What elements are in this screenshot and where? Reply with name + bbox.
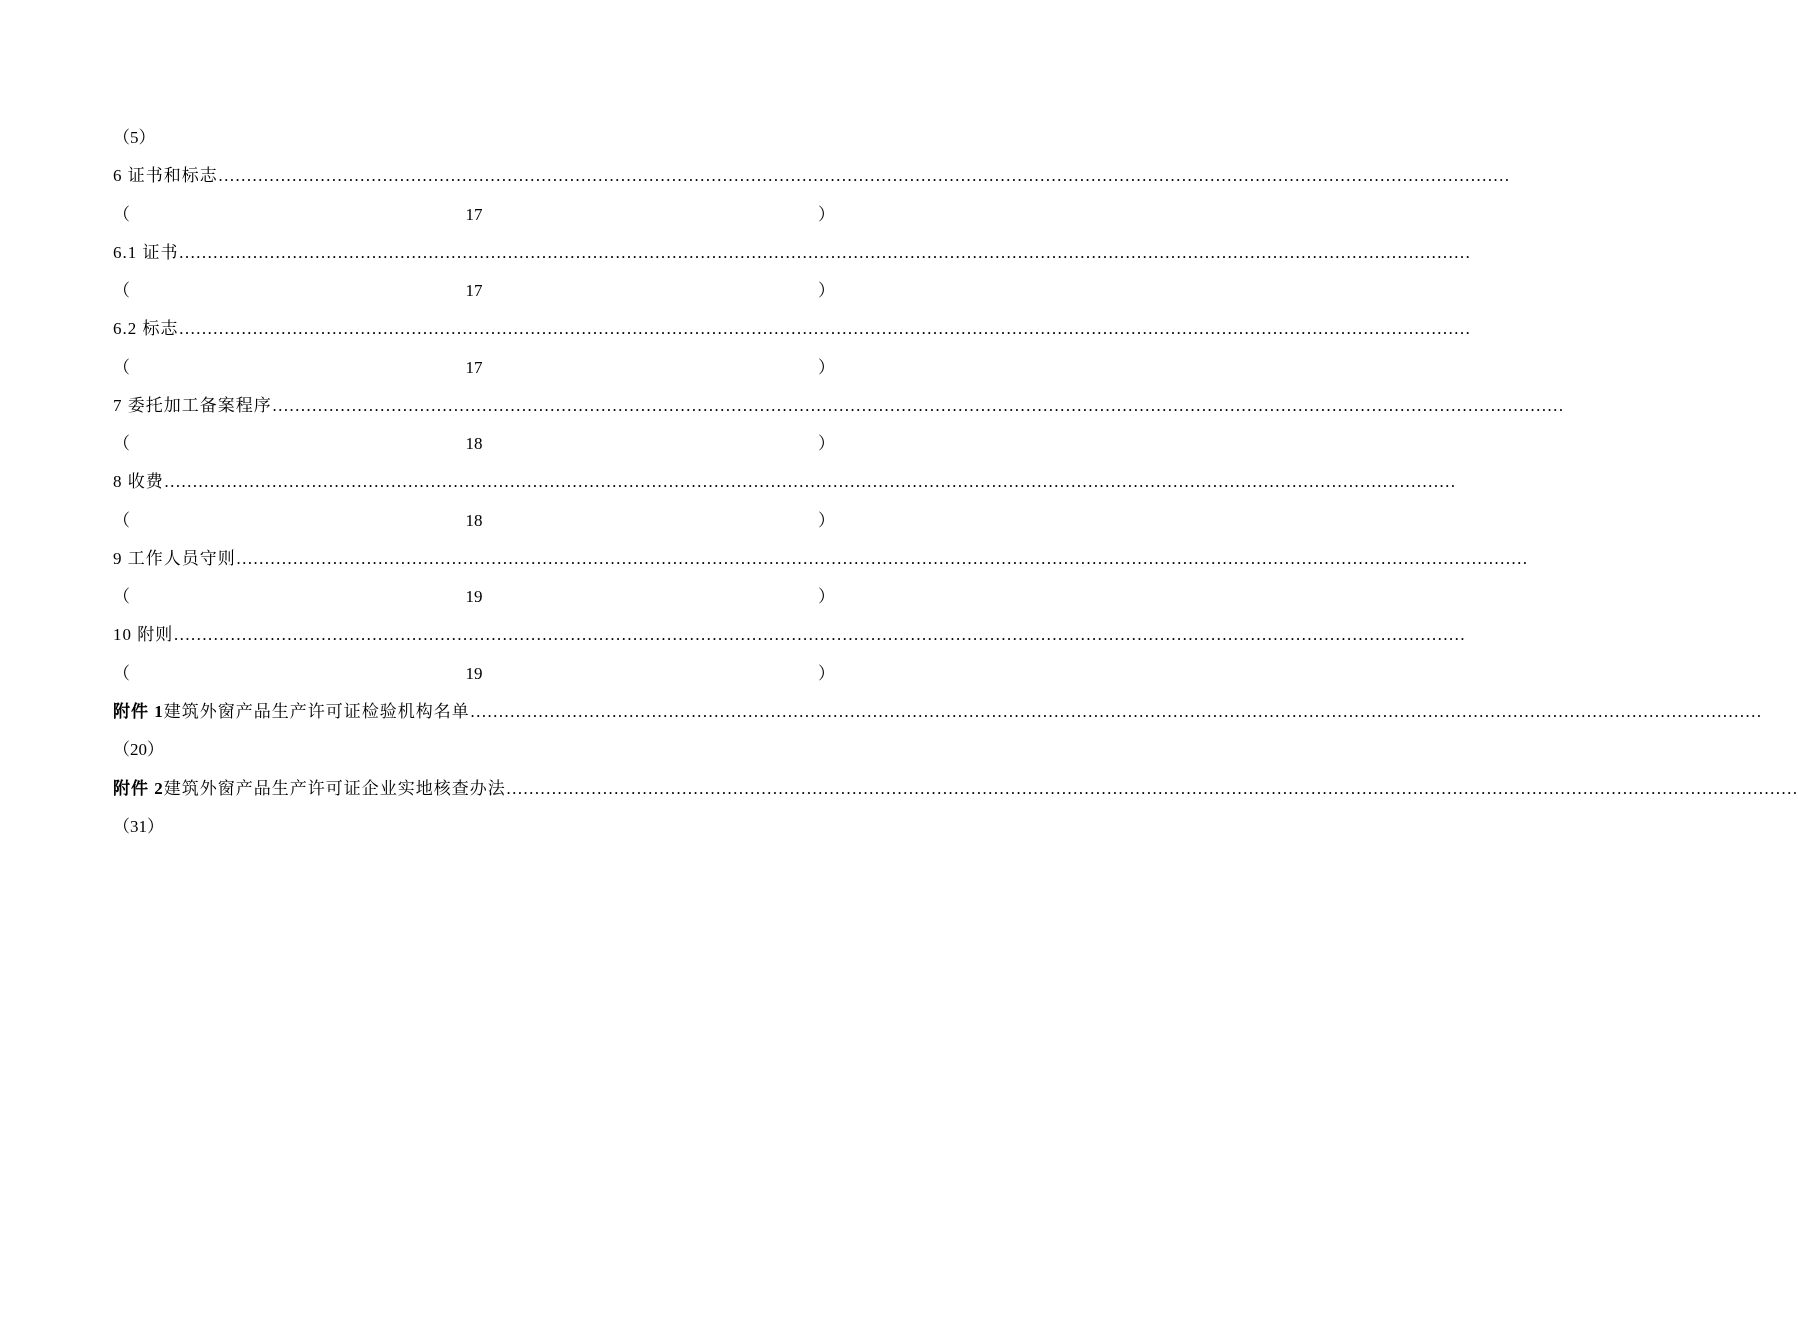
paren-close: ）	[818, 587, 835, 606]
paren-open: （	[113, 587, 130, 606]
paren-open: （	[113, 664, 130, 683]
paren-open: （	[113, 281, 130, 300]
appendix-label: 附件 2	[113, 779, 164, 798]
toc-entry-6	[113, 164, 1510, 188]
toc-leader-dots: …………………………………………………………………………………………………………………………………………………………………………………………………………	[469, 702, 1762, 721]
toc-page-number: （5）	[113, 128, 156, 147]
appendix-label: 附件 1	[113, 702, 164, 721]
toc-page-row	[113, 432, 835, 456]
toc-entry-title: 8 收费	[113, 472, 164, 491]
toc-page-number: 17	[465, 281, 483, 300]
toc-entry-6-2	[113, 317, 1471, 341]
toc-entry-title: 7 委托加工备案程序	[113, 396, 272, 415]
toc-leader-dots: …………………………………………………………………………………………………………………………………………………………………………………………………………	[217, 166, 1510, 185]
paren-open: （	[113, 205, 130, 224]
toc-page-number: 17	[465, 358, 483, 377]
paren-close: ）	[818, 511, 835, 530]
toc-page-number: 18	[465, 434, 483, 453]
toc-page-number: 18	[465, 511, 483, 530]
toc-page-row	[113, 356, 835, 380]
toc-page-row	[113, 509, 835, 533]
toc-page-number: （20）	[113, 740, 164, 759]
paren-open: （	[113, 434, 130, 453]
toc-page-number: 19	[465, 664, 483, 683]
toc-page-row	[113, 279, 835, 303]
toc-page-number: 17	[465, 205, 483, 224]
toc-page-number: （31）	[113, 817, 164, 836]
paren-close: ）	[818, 434, 835, 453]
paren-close: ）	[818, 281, 835, 300]
paren-close: ）	[818, 664, 835, 683]
toc-entry-title: 9 工作人员守则	[113, 549, 236, 568]
toc-appendix-1	[113, 700, 1762, 724]
toc-page-row	[113, 203, 835, 227]
toc-appendix-2	[113, 777, 1798, 801]
toc-entry-title: 建筑外窗产品生产许可证企业实地核查办法	[163, 779, 506, 798]
toc-leader-dots: …………………………………………………………………………………………………………………………………………………………………………………………………………	[271, 396, 1564, 415]
toc-leader-dots: …………………………………………………………………………………………………………………………………………………………………………………………………………	[178, 319, 1471, 338]
toc-entry-title: 10 附则	[113, 625, 174, 644]
paren-open: （	[113, 511, 130, 530]
toc-leader-dots: …………………………………………………………………………………………………………………………………………………………………………………………………………	[178, 243, 1471, 262]
toc-leader-dots: …………………………………………………………………………………………………………………………………………………………………………………………………………	[163, 472, 1456, 491]
toc-leader-dots: …………………………………………………………………………………………………………………………………………………………………………………………………………	[505, 779, 1798, 798]
toc-page-number: 19	[465, 587, 483, 606]
toc-entry-10	[113, 623, 1466, 647]
toc-leader-dots: …………………………………………………………………………………………………………………………………………………………………………………………………………	[235, 549, 1528, 568]
toc-entry-9	[113, 547, 1528, 571]
toc-page-row	[113, 585, 835, 609]
toc-entry-7	[113, 394, 1564, 418]
paren-close: ）	[818, 358, 835, 377]
toc-entry-title: 6 证书和标志	[113, 166, 218, 185]
paren-open: （	[113, 358, 130, 377]
toc-entry-8	[113, 470, 1456, 494]
paren-close: ）	[818, 205, 835, 224]
toc-entry-title: 6.2 标志	[113, 319, 179, 338]
toc-leader-dots: …………………………………………………………………………………………………………………………………………………………………………………………………………	[173, 625, 1466, 644]
toc-page-row	[113, 662, 835, 686]
toc-entry-6-1	[113, 241, 1471, 265]
toc-entry-title: 建筑外窗产品生产许可证检验机构名单	[163, 702, 470, 721]
toc-entry-title: 6.1 证书	[113, 243, 179, 262]
